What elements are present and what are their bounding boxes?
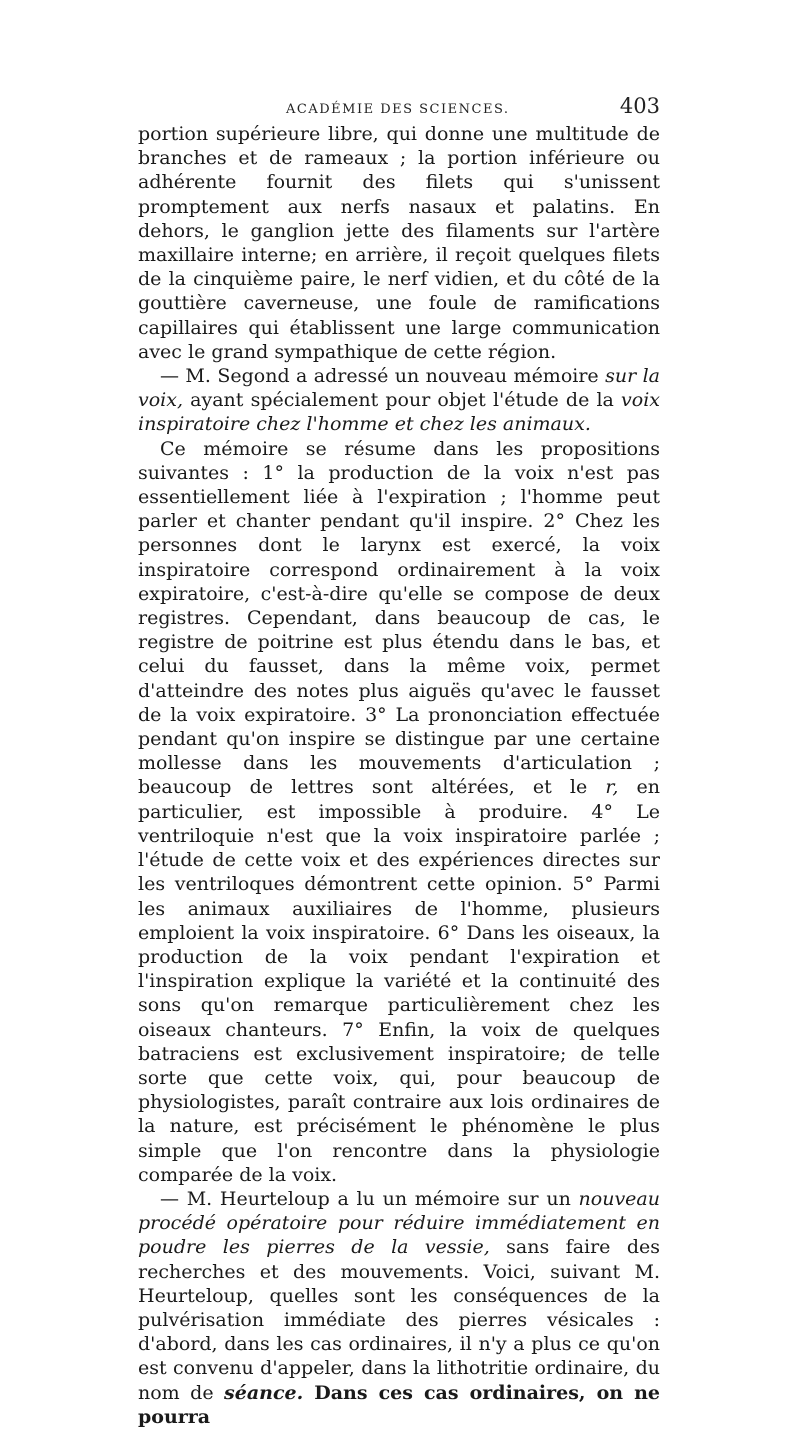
letter-r: r, [605, 776, 619, 799]
heurteloup-intro: — M. Heurteloup a lu un mémoire sur un [160, 1187, 579, 1210]
page-header [138, 96, 660, 122]
heurteloup-text: sans faire des recherches et des mouvements. Voici, suivant M. Heurteloup, quelles sont les conséquences de la pulvérisation immédiate des pierres vésicales : d'abord, dans les cas ordinaires, il n'y a plus ce qu'on est convenu d'appeler, dans la lithotritie ordinaire, du nom de [138, 1236, 660, 1404]
propositions-text-2: en particulier, est impossible à produire. 4° Le ventriloquie n'est que la voix inspiratoire parlée ; l'étude de cette voix et des expériences directes sur les ventriloques démontrent cette opinion. 5° Parmi les animaux auxiliaires de l'homme, plusieurs emploient la voix inspiratoire. 6° Dans les oiseaux, la production de la voix pendant l'expiration et l'inspiration explique la variété et la continuité des sons qu'on remarque particulièrement chez les oiseaux chanteurs. 7° Enfin, la voix de quelques batraciens est exclusivement inspiratoire; de telle sorte que cette voix, qui, pour beaucoup de physiologistes, paraît contraire aux lois ordinaires de la nature, est précisément le phénomène le plus simple que l'on rencontre dans la physiologie comparée de la voix. [138, 776, 660, 1186]
segond-title: sur la voix, [138, 365, 660, 412]
document-page [138, 96, 660, 1429]
body-text [138, 122, 660, 1429]
segond-intro: — M. Segond a adressé un nouveau mémoire [160, 365, 606, 388]
paragraph-segond [138, 364, 660, 437]
paragraph-heurteloup [138, 1187, 660, 1429]
seance-term: séance. [224, 1381, 304, 1404]
segond-subject: voix inspiratoire chez l'homme et chez les animaux. [138, 389, 660, 436]
page-number: 403 [619, 94, 660, 118]
heurteloup-ending: Dans ces cas ordinaires, on ne pourra [138, 1381, 660, 1428]
running-head: ACADÉMIE DES SCIENCES. [286, 102, 510, 117]
paragraph-propositions [138, 437, 660, 1187]
paragraph-ganglion: portion supérieure libre, qui donne une multitude de branches et de rameaux ; la portion inférieure ou adhérente fournit des filets qui s'unissent promptement aux nerfs nasaux et palatins. En dehors, le ganglion jette des filaments sur l'artère maxillaire interne; en arrière, il reçoit quelques filets de la cinquième paire, le nerf vidien, et du côté de la gouttière caverneuse, une foule de ramifications capillaires qui établissent une large communication avec le grand sympathique de cette région. [138, 123, 660, 363]
heurteloup-title: nouveau procédé opératoire pour réduire immédiatement en poudre les pierres de la vessie, [138, 1187, 660, 1259]
segond-middle: ayant spécialement pour objet l'étude de la [183, 389, 622, 412]
propositions-text-1: Ce mémoire se résume dans les propositions suivantes : 1° la production de la voix n'est pas essentiellement liée à l'expiration ; l'homme peut parler et chanter pendant qu'il inspire. 2° Chez les personnes dont le larynx est exercé, la voix inspiratoire correspond ordinairement à la voix expiratoire, c'est-à-dire qu'elle se compose de deux registres. Cependant, dans beaucoup de cas, le registre de poitrine est plus étendu dans le bas, et celui du fausset, dans la même voix, permet d'atteindre des notes plus aiguës qu'avec le fausset de la voix expiratoire. 3° La prononciation effectuée pendant qu'on inspire se distingue par une certaine mollesse dans les mouvements d'articulation ; beaucoup de lettres sont altérées, et le [138, 437, 660, 799]
